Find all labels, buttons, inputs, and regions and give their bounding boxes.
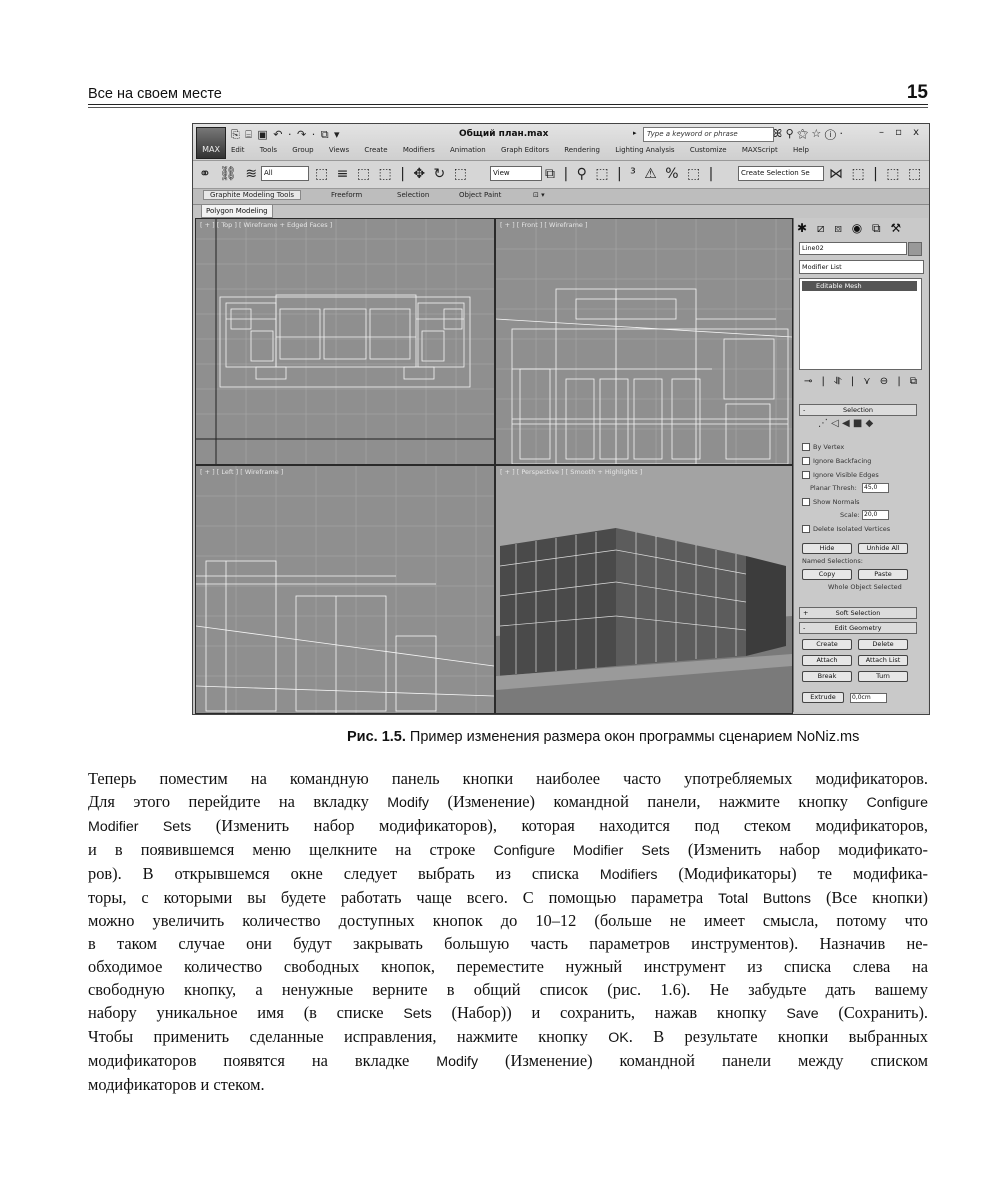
menu-item-edit: Edit [231,146,245,154]
unhide-all-button: Unhide All [858,543,908,554]
menu-bar [231,146,822,154]
rollout-soft-selection: + Soft Selection [799,607,917,619]
delete-isolated-checkbox: Delete Isolated Vertices [802,525,890,533]
document-title: Общий план.max [459,129,549,139]
stack-tools-icons: ⊸ | ⥯ | ⋎ ⊖ | ⧉ [804,376,921,387]
body-line-5: ров). В открывшемся окне следует выбрать из списка Modifiers (Модификаторы) те модифика- [88,863,928,883]
body-line-3: Modifier Sets (Изменить набор модификаторов), которая находится под стеком модификаторов, [88,815,928,835]
caption-label: Рис. 1.5. [347,729,406,745]
ignore-backfacing-checkbox: Ignore Backfacing [802,457,871,465]
body-line-14: модификаторов и стеком. [88,1074,265,1094]
rollout-edit-geometry: - Edit Geometry [799,622,917,634]
body-line-13: модификаторов появятся на вкладке Modify (Изменение) командной панели между списком [88,1050,928,1070]
figure-screenshot [192,123,930,715]
rollout-selection: - Selection [799,404,917,416]
header-rule [88,104,928,105]
selection-filter-select: All [261,166,309,181]
menu-item-rendering: Rendering [564,146,600,154]
turn-button: Turn [858,671,908,682]
search-input: Type a keyword or phrase [643,127,774,142]
ribbon-tab-graphite: Graphite Modeling Tools [203,190,301,200]
main-toolbar [193,161,929,189]
menu-item-lighting-analysis: Lighting Analysis [615,146,675,154]
body-line-1: Теперь поместим на командную панель кнопки наиболее часто употребляемых модификаторов. [88,769,928,788]
attach-button: Attach [802,655,852,666]
create-button: Create [802,639,852,650]
menu-item-graph-editors: Graph Editors [500,146,549,154]
body-line-11: набору уникальное имя (в списке Sets (Набор)) и сохранить, нажав кнопку Save (Сохранить). [88,1003,928,1023]
ribbon-tabs [193,189,929,205]
planar-thresh-label: Planar Thresh: [810,484,857,492]
infocenter-icons: ꕤ ⚲ ⚝ ☆ ⓘ · [773,127,843,140]
app-logo-icon: MAX [196,127,226,159]
caption-text: Пример изменения размера окон программы сценарием NoNiz.ms [405,729,860,745]
left-view-drawing [196,466,494,713]
menu-item-animation: Animation [450,146,486,154]
viewport-perspective-label: [ + ] [ Perspective ] [ Smooth + Highlights ] [500,468,643,476]
snap-tools-icons: ⧉ | ⚲ ⬚ | ³ ⚠ % ⬚ | [545,166,716,182]
rollout-soft-selection-label: Soft Selection [835,609,881,617]
title-bar [193,124,929,161]
viewport-left-label: [ + ] [ Left ] [ Wireframe ] [200,468,284,476]
ribbon-tab-selection: Selection [397,191,430,199]
command-panel-tabs: ✱ ⧄ ⧇ ◉ ⧉ ⚒ [797,221,905,235]
selection-status: Whole Object Selected [828,583,902,591]
menu-item-modifiers: Modifiers [402,146,435,154]
section-title: Все на своем месте [88,86,222,102]
running-header [88,82,928,106]
object-color-swatch [908,242,922,256]
search-arrow-icon: ▸ [633,129,637,137]
ribbon-subtab: Polygon Modeling [201,204,273,218]
body-line-9: обходимое количество свободных кнопок, переместите нужный инструмент из списка слева на [88,957,928,977]
menu-item-group: Group [292,146,314,154]
body-line-2: Для этого перейдите на вкладку Modify (Изменение) командной панели, нажмите кнопку Configure [88,791,928,811]
perspective-view-render [496,466,792,713]
viewport-front [495,218,793,465]
delete-button: Delete [858,639,908,650]
attach-list-button: Attach List [858,655,908,666]
modifier-list-select: Modifier List [799,260,924,274]
body-line-8: в таком случае они будут закрывать большую часть параметров инструментов). Назначив не- [88,934,928,954]
body-line-12: Чтобы применить сделанные исправления, нажмите кнопку OK. В результате кнопки выбранных [88,1026,928,1046]
stack-item-editable-mesh: Editable Mesh [802,281,917,291]
ribbon-tab-freeform: Freeform [331,191,363,199]
viewport-left [195,465,495,714]
body-line-4: и в появившемся меню щелкните на строке Configure Modifier Sets (Изменить набор модификато- [88,839,928,859]
reference-coord-select: View [490,166,542,181]
hide-button: Hide [802,543,852,554]
header-rule-thin [88,107,928,108]
extrude-spinner: 0,0cm [850,693,887,703]
named-selections-label: Named Selections: [802,557,863,565]
named-selection-select: Create Selection Se [738,166,824,181]
menu-item-views: Views [328,146,350,154]
ribbon-tab-object-paint: Object Paint [459,191,502,199]
by-vertex-checkbox: By Vertex [802,443,844,451]
menu-item-create: Create [364,146,388,154]
scale-label: Scale: [840,511,860,519]
viewport-area [195,218,791,712]
modifier-stack [799,278,922,370]
menu-item-customize: Customize [689,146,727,154]
menu-item-maxscript: MAXScript [741,146,778,154]
quick-access-toolbar: ⎘ ⌸ ▣ ↶ · ↷ · ⧉ ▾ [231,128,341,141]
rollout-selection-label: Selection [843,406,873,414]
planar-thresh-spinner: 45,0 [862,483,889,493]
show-normals-checkbox: Show Normals [802,498,860,506]
rollout-edit-geometry-label: Edit Geometry [834,624,882,632]
viewport-front-label: [ + ] [ Front ] [ Wireframe ] [500,221,588,229]
command-panel [793,218,928,712]
body-line-6: торы, с которыми вы будете работать чаще всего. С помощью параметра Total Buttons (Все кнопки) [88,887,928,907]
window-controls: – ▫ x [878,127,923,138]
body-line-10: свободную кнопку, а ненужные верните в общий список (рис. 1.6). Не забудьте дать вашему [88,980,928,1000]
ignore-visible-edges-checkbox: Ignore Visible Edges [802,471,879,479]
body-paragraph [88,768,928,1097]
page-number: 15 [906,82,928,103]
break-button: Break [802,671,852,682]
figure-caption [347,729,929,745]
object-name-field: Line02 [799,242,907,255]
scale-spinner: 20,0 [862,510,889,520]
subobject-icons: ⋰ ◁ ◀ ■ ◆ [818,418,874,429]
viewport-perspective [495,465,793,714]
menu-item-help: Help [792,146,809,154]
copy-button: Copy [802,569,852,580]
paste-button: Paste [858,569,908,580]
transform-tools-icons: ⬚ ≡ ⬚ ⬚ | ✥ ↻ ⬚ [315,166,469,182]
menu-item-tools: Tools [259,146,278,154]
viewport-top [195,218,495,465]
front-view-drawing [496,219,792,464]
extrude-button: Extrude [802,692,844,703]
top-view-drawing [196,219,494,464]
viewport-top-label: [ + ] [ Top ] [ Wireframe + Edged Faces ] [200,221,333,229]
mirror-align-icons: ⋈ ⬚ | ⬚ ⬚ [829,166,924,182]
ribbon-toggle-icon: ⊡ ▾ [533,191,545,199]
body-line-7: можно увеличить количество доступных кнопок до 10–12 (больше не имеет смысла, потому что [88,911,928,931]
link-tools-icons: ⚭ ⛓ ≋ [199,166,260,182]
